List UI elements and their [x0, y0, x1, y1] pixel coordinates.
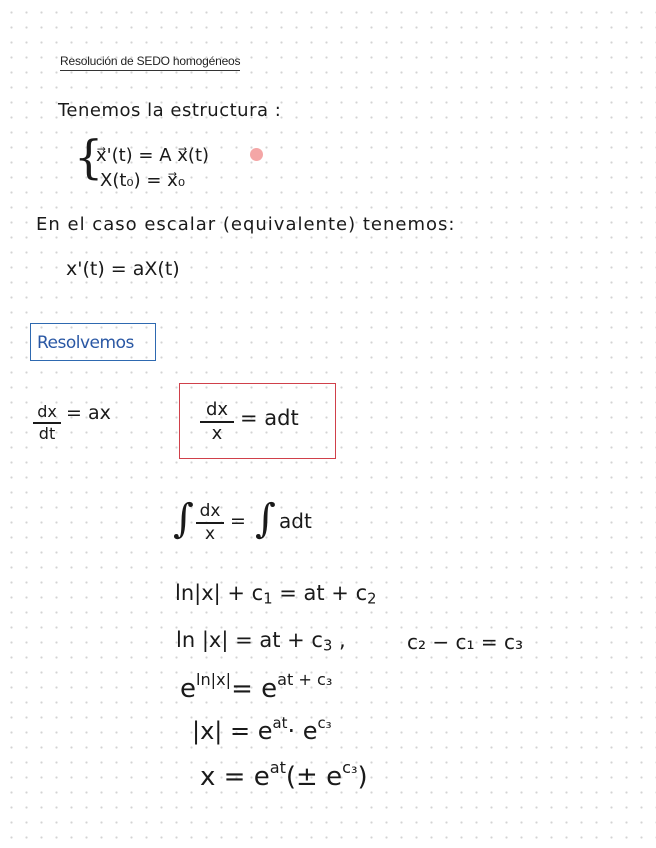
final-mid: (± e [285, 762, 343, 793]
final-solution [200, 758, 368, 793]
final-close-paren: ) [357, 762, 368, 793]
final-lhs: x = e [200, 762, 270, 793]
abs-lhs: |x| = e [192, 717, 273, 746]
log-eq2-subscript: 3 [322, 637, 333, 655]
log-eq1-subscript-1: 1 [263, 590, 273, 608]
log-eq1-subscript-2: 2 [367, 590, 377, 608]
fraction-denominator: dt [38, 423, 56, 443]
intro-text: Tenemos la estructura : [58, 100, 282, 121]
scalar-equation: x'(t) = aX(t) [66, 258, 180, 280]
abs-exponent-2: c₃ [317, 714, 332, 732]
exp-lhs-exponent: ln|x| [196, 670, 232, 689]
integral-fraction [196, 503, 224, 543]
highlight-dot [250, 148, 263, 161]
fraction-denominator: x [204, 523, 216, 544]
integral-sign-left: ∫ [173, 496, 194, 542]
log-eq2-part-a: ln |x| = at + c [176, 628, 323, 652]
exp-lhs-base: e [180, 674, 196, 705]
exponential-equation [180, 670, 333, 705]
log-eq1-part-a: ln|x| + c [175, 581, 264, 605]
fraction-numerator: dx [205, 399, 229, 420]
boxed-fraction [200, 401, 234, 443]
resolvemos-box [30, 323, 156, 361]
fraction-denominator: x [211, 422, 223, 444]
abs-mid: · e [287, 717, 318, 746]
final-exponent-2: c₃ [342, 758, 358, 777]
abs-exponent-1: at [272, 714, 288, 732]
integral-rhs: adt [279, 509, 312, 533]
page-title: Resolución de SEDO homogéneos [60, 54, 240, 71]
scalar-case-text: En el caso escalar (equivalente) tenemos: [36, 214, 456, 235]
exp-rhs-exponent: at + c₃ [277, 670, 333, 689]
system-equation-2: X(t₀) = x⃗₀ [100, 170, 186, 191]
exp-rhs-base: = e [231, 674, 278, 705]
final-exponent-1: at [269, 758, 286, 777]
log-eq2-part-b: , [332, 628, 346, 652]
equals-sign: = [230, 510, 246, 532]
constant-relation: c₂ − c₁ = c₃ [407, 630, 523, 654]
resolvemos-label: Resolvemos [37, 333, 134, 353]
fraction-numerator: dx [199, 501, 221, 521]
dx-dt-rhs: = ax [66, 402, 111, 424]
log-equation-1 [175, 583, 376, 607]
system-equation-1: x⃗'(t) = A x⃗(t) [96, 145, 210, 166]
integral-sign-right: ∫ [255, 496, 276, 542]
left-brace: { [74, 130, 104, 184]
dx-dt-fraction [33, 404, 61, 442]
boxed-rhs: = adt [240, 406, 299, 430]
fraction-numerator: dx [37, 402, 57, 421]
absolute-value-equation [192, 714, 332, 746]
log-equation-2 [176, 630, 346, 654]
log-eq1-part-b: = at + c [272, 581, 368, 605]
